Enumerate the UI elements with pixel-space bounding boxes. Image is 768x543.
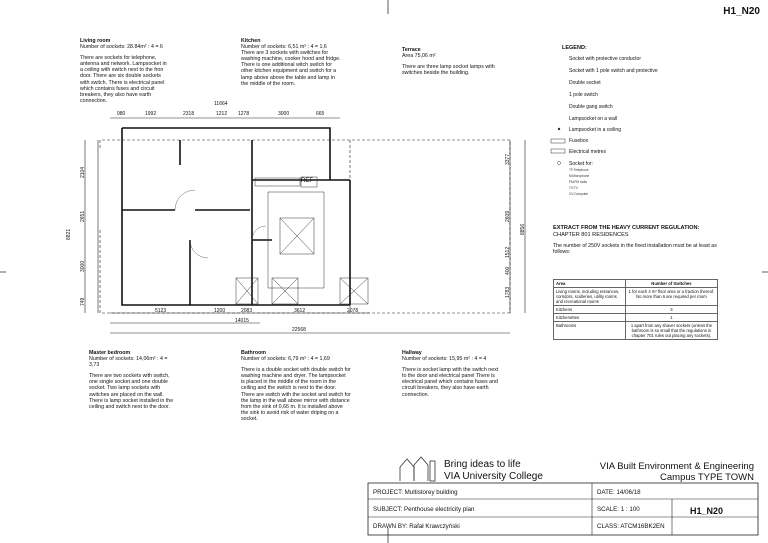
via-logo [398, 453, 438, 483]
fusebox-icon [551, 139, 565, 143]
note-title: Living room [80, 38, 111, 44]
table-cell: 1 for each 4 m² floor area or a fraction thereof. No more than 6 are required per room [625, 288, 717, 306]
legend-item: Electrical metres [569, 149, 606, 155]
note-title: Bathroom [241, 350, 267, 356]
table-cell: 3 [625, 306, 717, 314]
note-title: Kitchen [241, 38, 261, 44]
dim-top: 3000 [278, 111, 290, 117]
dim-left: 749 [80, 297, 86, 306]
table-cell: Living rooms, including entrances, corridors, sculleries, utility rooms and recreational rooms [554, 288, 626, 306]
scale-field: SCALE: 1 : 100 [597, 506, 640, 513]
dim-left-total: 8821 [66, 228, 72, 240]
dim-bottom: 2083 [241, 308, 253, 314]
dim-bottom: 5123 [155, 308, 167, 314]
note-calc: Number of sockets: 28.84m² : 4 = 6 [80, 44, 163, 51]
note-body: There is a double socket with double switch for washing machine and dryer. The lampsocket is placed in the middle of the room in the ceiling and the switch is next to the door. There are switch with the socket and switch for the lamp in the wall above mirror with distance from the sink of 0,66 m. It is installed above the sink to avoid risk of water driping on a socket. [241, 367, 351, 422]
table-cell: 1 apart from any shaver sockets (unless the bathroom is so small that the regulations in chapter 701 rules out placing any sockets). [625, 322, 717, 340]
date-field: DATE: 14/06/18 [597, 489, 641, 496]
legend-item: Socket with 1 pole switch and protective [569, 68, 658, 74]
note-body: There are two sockets with switch, one single socket and one double socket. Two lamp sockets with switches are placed on the wall. There is lamp socket installed in the ceiling and switch next to the door. [89, 373, 174, 410]
table-cell: Bathrooms [554, 322, 626, 340]
dim-right: 2609 [505, 210, 511, 222]
legend-sub: TF:Telephone [569, 168, 589, 172]
note-body: There is socket lamp with the switch next to the door and electrical panel There is electrical panel which contains fuses and circuit breakers, they also have earth connection. [402, 367, 499, 398]
table-cell: Kitchenettes [554, 314, 626, 322]
dim-left: 3000 [80, 260, 86, 272]
sheet-number: H1_N20 [690, 506, 724, 516]
legend-sub: M:Microphone [569, 174, 590, 178]
dim-top: 1212 [216, 111, 228, 117]
regulation-text: The number of 250V sockets in the fixed installation must be at least as follows: [553, 243, 717, 255]
stair-core [236, 192, 368, 304]
legend-item: Fusebox [569, 138, 589, 144]
dim-right-total: 8856 [520, 223, 526, 235]
dim-right: 1783 [505, 286, 511, 298]
socket-for-icon [558, 162, 561, 165]
table-header: Area [554, 280, 626, 288]
note-title: Master bedroom [89, 350, 131, 356]
dim-top: 2318 [183, 111, 195, 117]
table-row [554, 306, 718, 314]
dim-top: 1992 [145, 111, 157, 117]
legend-sub: CV:Computer [569, 192, 589, 196]
note-body: There are 3 sockets with switches for washing machine, cooker hood and fridge. There is one additional witch switch for other kitchen equipment and switch for a lamp above above the table and lamp in the middle of the room. [241, 50, 341, 87]
dim-bottom-sub: 14015 [235, 318, 249, 324]
dim-bottom: 1200 [214, 308, 226, 314]
legend-item: Double gang switch [569, 104, 613, 110]
dim-left: 2651 [80, 210, 86, 222]
org-line-1: VIA Built Environment & Engineering [599, 461, 754, 472]
electrical-metres-icon [551, 149, 565, 153]
ref-label: REF [301, 178, 313, 184]
dim-top: 980 [117, 111, 126, 117]
project-field: PROJECT: Multistorey building [373, 489, 458, 496]
legend-item: Socket for: [569, 161, 593, 167]
legend-item: Lampsocket in a ceiling [569, 127, 621, 133]
note-title: Terrace [402, 47, 421, 53]
lampsocket-ceiling-icon [558, 128, 560, 130]
slogan-line-1: Bring ideas to life [444, 459, 521, 470]
dim-left: 2104 [80, 166, 86, 178]
note-calc: Number of sockets: 6,79 m² : 4 = 1,69 [241, 356, 330, 363]
drawn-by-field: DRAWN BY: Rafał Krawczyński [373, 523, 460, 530]
note-title: Hallway [402, 350, 422, 356]
org-line-2: Campus TYPE TOWN [660, 472, 754, 483]
sheet-id: H1_N20 [723, 6, 760, 17]
regulation-title: EXTRACT FROM THE HEAVY CURRENT REGULATION: [553, 225, 700, 231]
table-row [554, 288, 718, 306]
note-calc: Area 75,06 m² [402, 53, 436, 60]
legend-item: Lampsocket on a wall [569, 116, 618, 122]
table-cell: Kitchens [554, 306, 626, 314]
legend-symbols [548, 50, 568, 170]
dim-top-total: 11664 [214, 101, 228, 107]
legend-sub: TV:TV [569, 186, 578, 190]
note-calc: Number of sockets: 15,95 m² : 4 = 4 [402, 356, 487, 363]
regulation-table [553, 279, 718, 340]
class-field: CLASS: ATCM16BK2EN [597, 523, 665, 530]
note-body: There are sockets for telephone, antenna and network. Lampsocket in a ceiling with switch next to the fron door. There are six double sockets with switch. There is electrical panel which contains fuses and circuit breakers, they also have earth connection. [80, 55, 167, 104]
note-body: There are three lamp socket lamps with switches beside the building. [402, 64, 495, 77]
table-row [554, 322, 718, 340]
slogan-line-2: VIA University College [444, 471, 543, 482]
table-header-row [554, 280, 718, 288]
table-cell: 1 [625, 314, 717, 322]
legend-title: LEGEND: [562, 45, 587, 51]
regulation-chapter: CHAPTER 801 RESIDENCES [553, 232, 629, 238]
dim-right: 1512 [505, 246, 511, 258]
legend-item: Double socket [569, 80, 601, 86]
table-header: Number of Switches [625, 280, 717, 288]
note-calc: Number of sockets: 14,06m² : 4 = 3,73 [89, 356, 168, 369]
dim-right: 400 [505, 266, 511, 275]
table-row [554, 314, 718, 322]
dim-right: 3377 [505, 153, 511, 165]
legend-sub: FM:FM radio [569, 180, 588, 184]
legend-item: 1 pole switch [569, 92, 598, 98]
subject-field: SUBJECT: Penthouse electricity plan [373, 506, 475, 513]
dim-bottom: 2078 [347, 308, 359, 314]
dim-bottom: 3612 [294, 308, 306, 314]
dim-top: 1278 [238, 111, 250, 117]
dim-top: 665 [316, 111, 325, 117]
legend-item: Socket with protective conductor [569, 56, 641, 62]
dim-bottom-total: 22568 [292, 327, 306, 333]
note-calc: Number of sockets: 6,51 m² : 4 = 1,6 [241, 44, 327, 51]
